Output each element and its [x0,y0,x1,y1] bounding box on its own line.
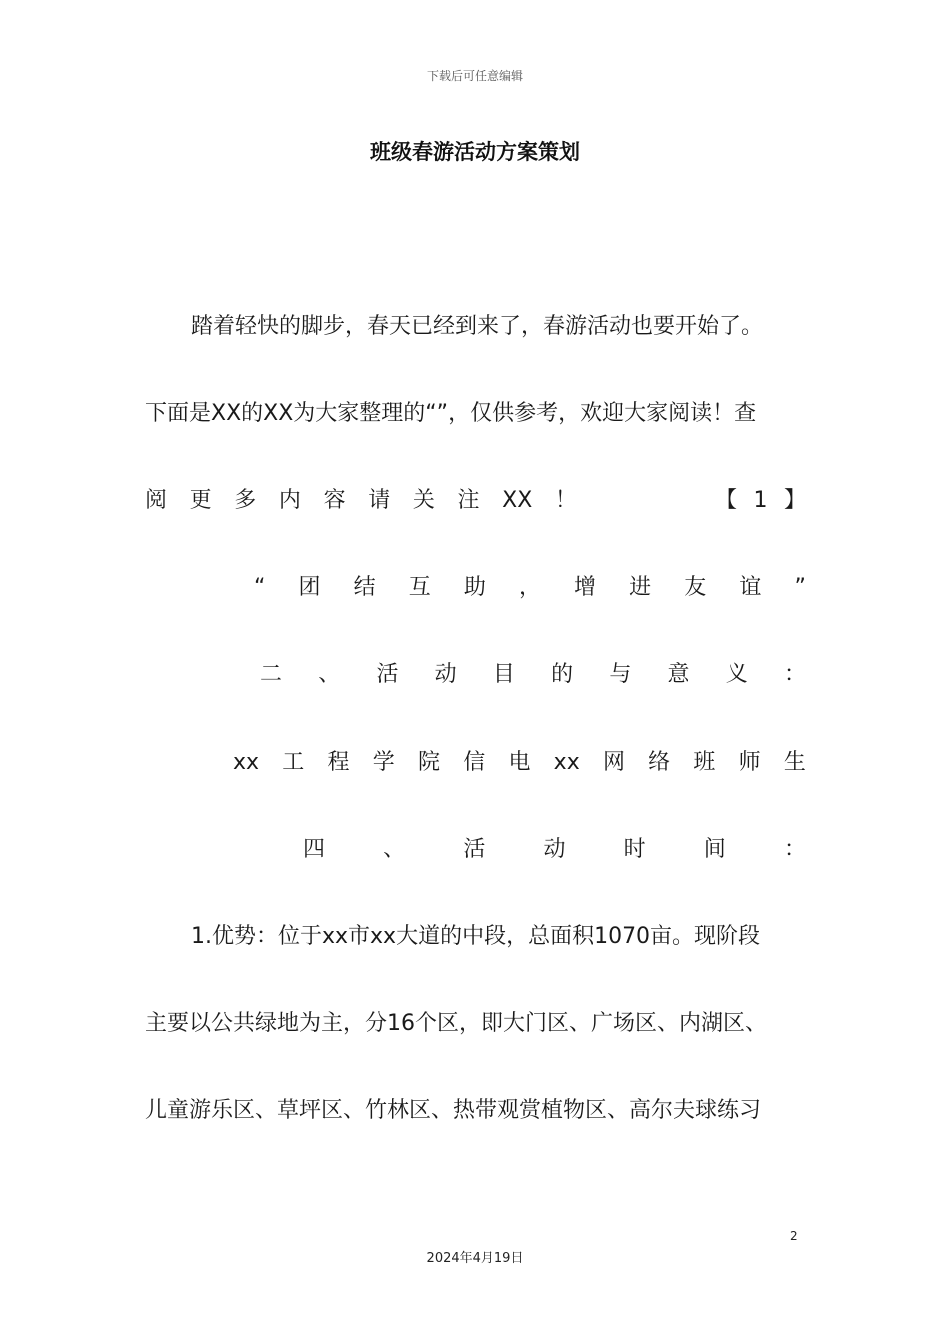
paragraph-line-8: 1.优势：位于xx市xx大道的中段，总面积1070亩。现阶段 [191,924,761,949]
document-title: 班级春游活动方案策划 [370,140,580,164]
paragraph-line-10: 儿童游乐区、草坪区、竹林区、热带观赏植物区、高尔夫球练习 [145,1098,762,1123]
paragraph-line-1: 踏着轻快的脚步，春天已经到来了，春游活动也要开始了。 [191,314,764,339]
section-heading-time: 四 、 活 动 时 间 ： [303,837,806,862]
page-header-note: 下载后可任意编辑 [426,69,523,83]
follow-more-text: 阅 更 多 内 容 请 关 注 XX ！ [145,488,577,513]
section-number: 【 1 】 [715,488,806,513]
paragraph-line-9: 主要以公共绿地为主，分16个区，即大门区、广场区、内湖区、 [145,1011,767,1036]
theme-line: “ 团 结 互 助 ， 增 进 友 谊 ” [254,575,806,600]
section-heading-purpose: 二 、 活 动 目 的 与 意 义 ： [260,662,806,687]
paragraph-line-2: 下面是XX的XX为大家整理的“”，仅供参考，欢迎大家阅读！查 [145,401,757,426]
footer-date: 2024年4月19日 [426,1251,524,1266]
participants-line: xx 工 程 学 院 信 电 xx 网 络 班 师 生 [233,750,806,775]
page-number: 2 [790,1229,798,1243]
